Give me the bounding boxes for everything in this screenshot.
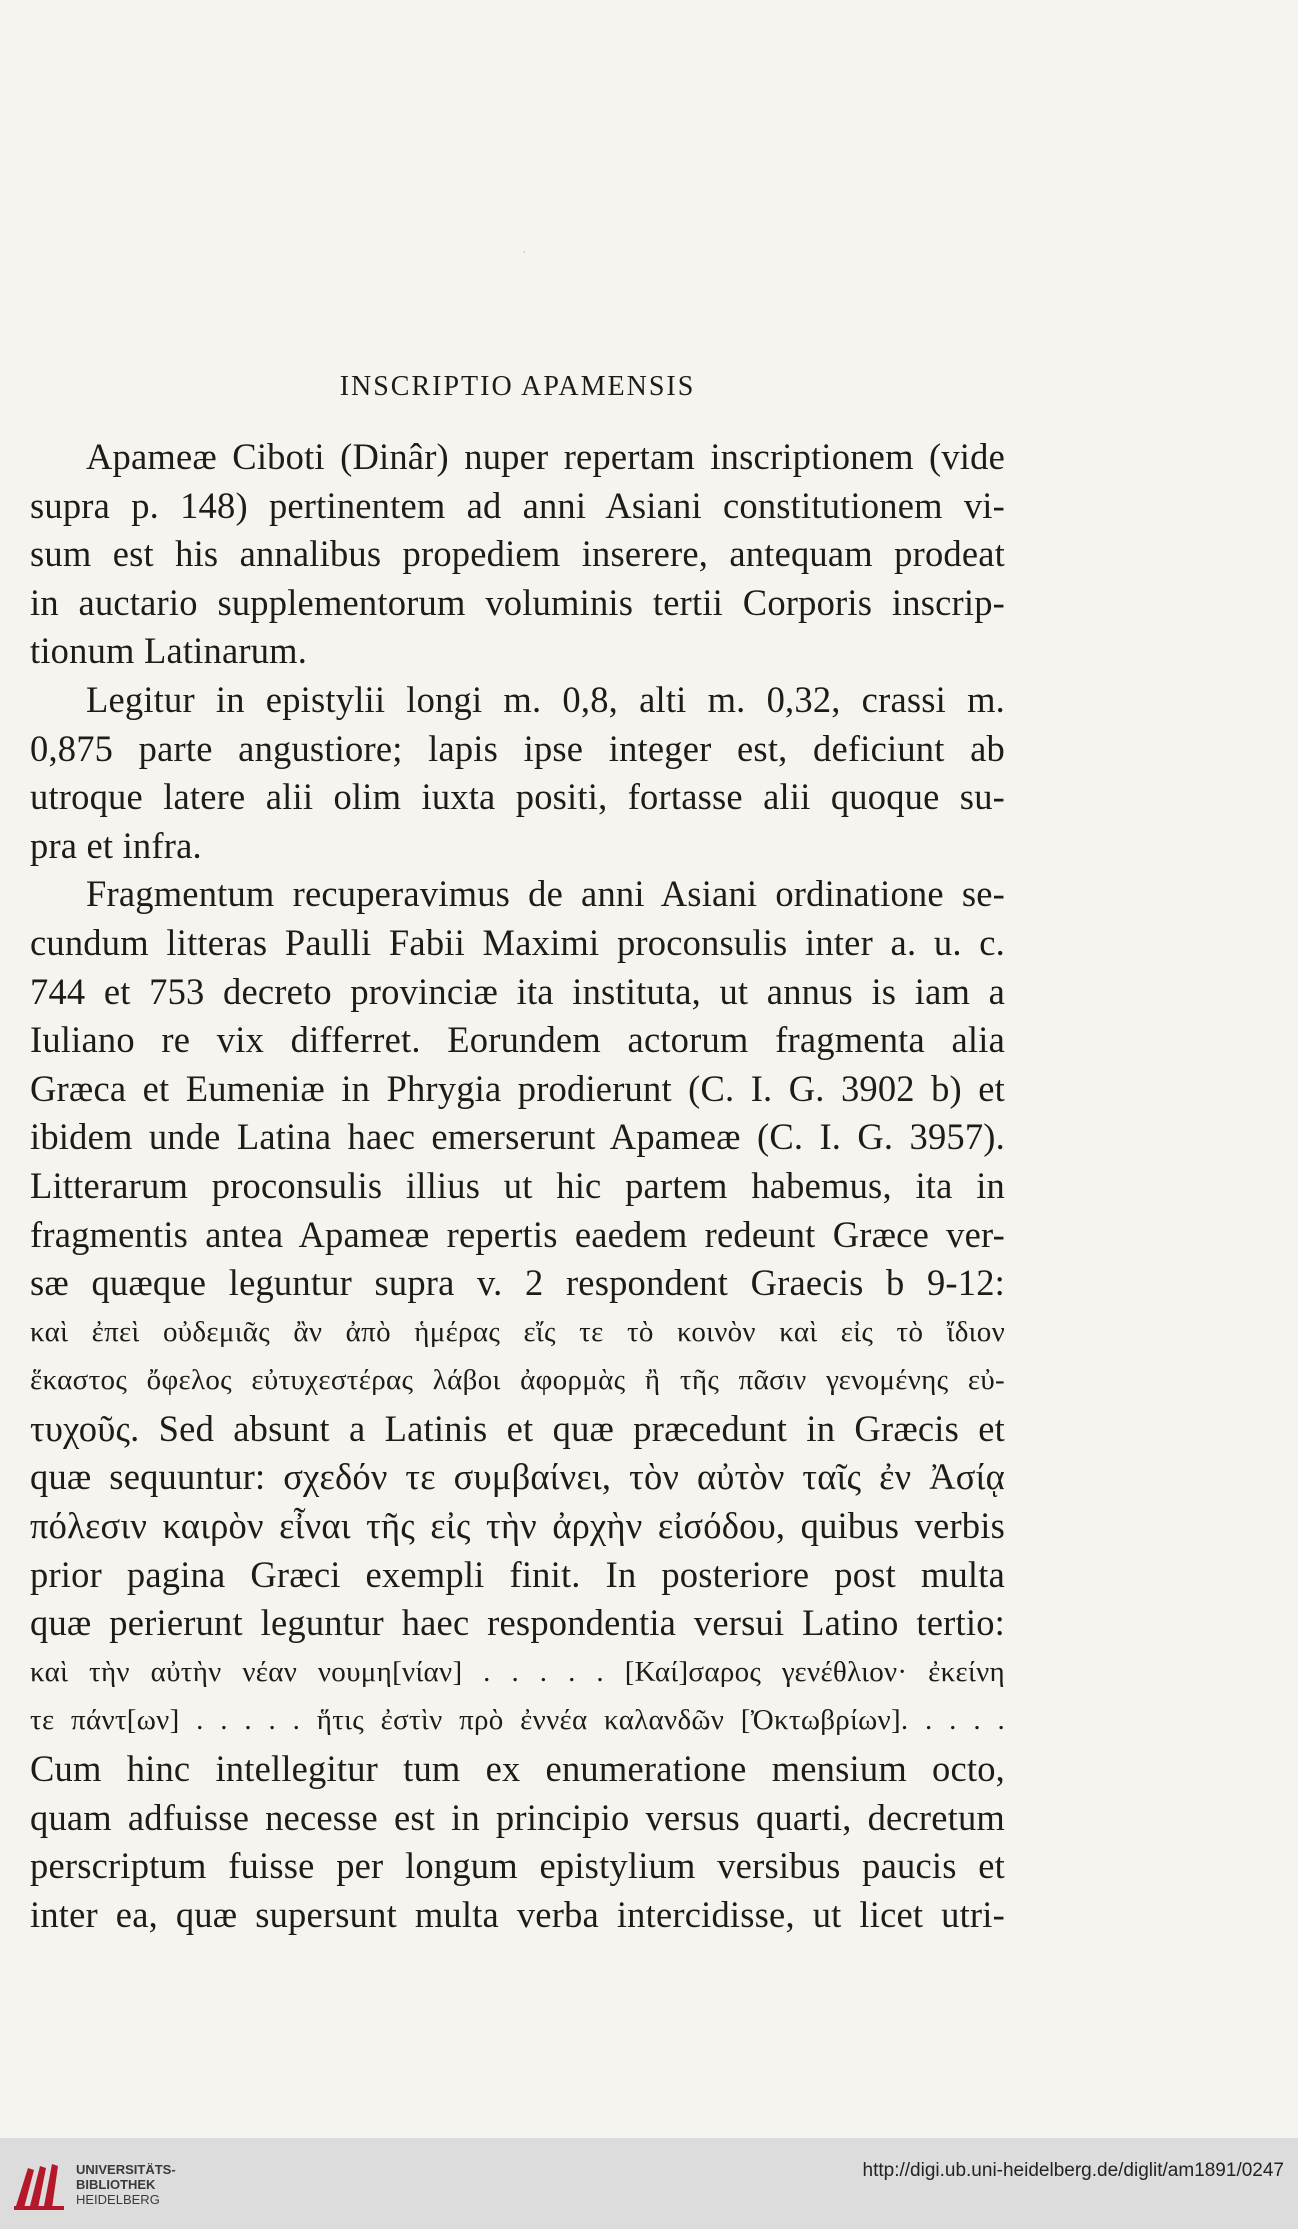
text-line: Legitur in epistylii longi m. 0,8, alti m. 0,32, crassi m. — [86, 678, 1005, 720]
text-line: supra p. 148) pertinentem ad anni Asiani constitutionem vi- — [30, 484, 1005, 526]
library-name-line: BIBLIOTHEK — [76, 2177, 156, 2192]
text-line: τυχοῦς. Sed absunt a Latinis et quæ præcedunt in Græcis et — [30, 1407, 1005, 1449]
page-heading: INSCRIPTIO APAMENSIS — [339, 370, 696, 402]
library-name-line: HEIDELBERG — [76, 2192, 160, 2207]
text-line: quæ sequuntur: σχεδόν τε συμβαίνει, τὸν αὐτὸν ταῖς ἐν Ἀσίᾳ — [30, 1456, 1005, 1498]
source-url-link[interactable]: http://digi.ub.uni-heidelberg.de/diglit/am1891/0247 — [862, 2160, 1284, 2181]
text-line: Apameæ Ciboti (Dinâr) nuper repertam inscriptionem (vide — [86, 436, 1005, 477]
text-line: 744 et 753 decreto provinciæ ita instituta, ut annus is iam a — [30, 970, 1005, 1012]
text-line: Cum hinc intellegitur tum ex enumeratione mensium octo, — [30, 1748, 1005, 1790]
text-line: Græca et Eumeniæ in Phrygia prodierunt (C. I. G. 3902 b) et — [30, 1067, 1005, 1109]
text-line: prior pagina Græci exempli finit. In posteriore post multa — [30, 1553, 1005, 1595]
text-line: cundum litteras Paulli Fabii Maximi proconsulis inter a. u. c. — [30, 921, 1005, 963]
text-line: inter ea, quæ supersunt multa verba intercidisse, ut licet utri- — [30, 1893, 1005, 1935]
viewer-footer — [0, 2138, 1298, 2229]
library-name-line: UNIVERSITÄTS- — [76, 2162, 176, 2177]
greek-line: τε πάντ[ων] . . . . . ἥτις ἐστὶν πρὸ ἐννέα καλανδῶν [Ὀκτωβρίων]. . . . . — [30, 1704, 1005, 1737]
text-line: fragmentis antea Apameæ repertis eaedem redeunt Græce ver- — [30, 1213, 1005, 1255]
greek-line: ἕκαστος ὄφελος εὐτυχεστέρας λάβοι ἀφορμὰς ἢ τῆς πᾶσιν γενομένης εὐ- — [30, 1364, 1005, 1397]
text-line: ibidem unde Latina haec emerserunt Apameæ (C. I. G. 3957). — [30, 1116, 1005, 1158]
text-line: pra et infra. — [30, 824, 202, 866]
greek-line: καὶ τὴν αὐτὴν νέαν νουμη[νίαν] . . . . . [Καί]σαρος γενέθλιον· ἐκείνη — [30, 1655, 1005, 1688]
text-line: perscriptum fuisse per longum epistylium versibus paucis et — [30, 1845, 1005, 1887]
text-line: Fragmentum recuperavimus de anni Asiani ordinatione se- — [86, 873, 1005, 915]
text-line: 0,875 parte angustiore; lapis ipse integer est, deficiunt ab — [30, 727, 1005, 769]
text-line: Litterarum proconsulis illius ut hic partem habemus, ita in — [30, 1164, 1005, 1206]
university-library-logo-icon — [12, 2160, 70, 2212]
text-line: utroque latere alii olim iuxta positi, fortasse alii quoque su- — [30, 776, 1005, 818]
text-line: tionum Latinarum. — [30, 630, 308, 672]
text-line: in auctario supplementorum voluminis tertii Corporis inscrip- — [30, 581, 1005, 623]
text-line: sæ quæque leguntur supra v. 2 respondent Graecis b 9-12: — [30, 1262, 1005, 1304]
greek-line: καὶ ἐπεὶ οὐδεμιᾶς ἂν ἀπὸ ἡμέρας εἴς τε τὸ κοινὸν καὶ εἰς τὸ ἴδιον — [30, 1315, 1005, 1348]
text-line: sum est his annalibus propediem inserere, antequam prodeat — [30, 533, 1005, 575]
library-name — [76, 2162, 176, 2207]
body-text — [30, 433, 1005, 1939]
text-line: quæ perierunt leguntur haec respondentia versui Latino tertio: — [30, 1602, 1005, 1644]
text-line: Iuliano re vix differret. Eorundem actorum fragmenta alia — [30, 1019, 1005, 1061]
text-line: πόλεσιν καιρὸν εἶναι τῆς εἰς τὴν ἀρχὴν εἰσόδου, quibus verbis — [30, 1505, 1005, 1547]
scan-speck: · — [522, 246, 527, 261]
text-line: quam adfuisse necesse est in principio versus quarti, decretum — [30, 1796, 1005, 1838]
